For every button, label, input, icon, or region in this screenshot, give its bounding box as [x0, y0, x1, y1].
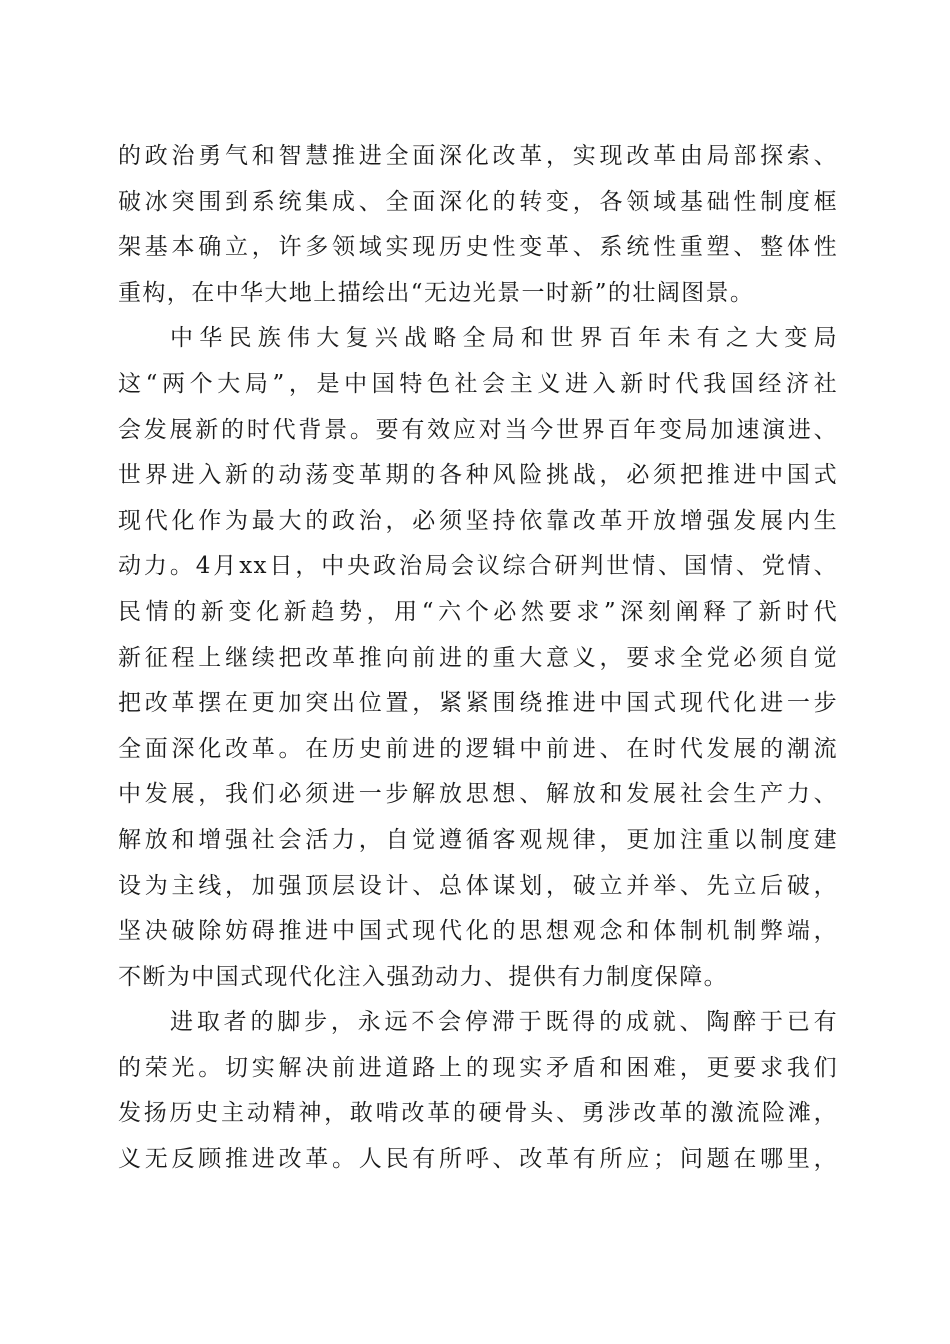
text-line: 架基本确立，许多领域实现历史性变革、系统性重塑、整体性 [118, 234, 838, 261]
text-line: 全面深化改革。在历史前进的逻辑中前进、在时代发展的潮流 [118, 735, 838, 762]
text-line: 义无反顾推进改革。人民有所呼、改革有所应；问题在哪里， [118, 1146, 838, 1173]
document-body [118, 134, 838, 1183]
text-line: 中发展，我们必须进一步解放思想、解放和发展社会生产力、 [118, 781, 838, 808]
text-line: 发扬历史主动精神，敢啃改革的硬骨头、勇涉改革的激流险滩， [118, 1100, 838, 1127]
text-line: 解放和增强社会活力，自觉遵循客观规律，更加注重以制度建 [118, 826, 838, 853]
text-line: 世界进入新的动荡变革期的各种风险挑战，必须把推进中国式 [118, 462, 838, 489]
text-line: 新征程上继续把改革推向前进的重大意义，要求全党必须自觉 [118, 644, 838, 671]
paragraph-1 [118, 134, 838, 316]
paragraph-3 [118, 1000, 838, 1182]
text-line: 会发展新的时代背景。要有效应对当今世界百年变局加速演进、 [118, 416, 838, 443]
text-line: 把改革摆在更加突出位置，紧紧围绕推进中国式现代化进一步 [118, 690, 838, 717]
text-line: 的荣光。切实解决前进道路上的现实矛盾和困难，更要求我们 [118, 1054, 838, 1081]
paragraph-2 [118, 316, 838, 1000]
text-line: 动力。4月xx日，中央政治局会议综合研判世情、国情、党情、 [118, 553, 838, 580]
text-line: 这“两个大局”，是中国特色社会主义进入新时代我国经济社 [118, 370, 838, 397]
text-line: 不断为中国式现代化注入强劲动力、提供有力制度保障。 [118, 963, 728, 990]
text-line: 现代化作为最大的政治，必须坚持依靠改革开放增强发展内生 [118, 507, 838, 534]
text-line: 破冰突围到系统集成、全面深化的转变，各领域基础性制度框 [118, 188, 838, 215]
text-line: 民情的新变化新趋势，用“六个必然要求”深刻阐释了新时代 [118, 598, 838, 625]
text-line: 的政治勇气和智慧推进全面深化改革，实现改革由局部探索、 [118, 143, 838, 169]
text-line: 进取者的脚步，永远不会停滞于既得的成就、陶醉于已有 [170, 1009, 838, 1036]
text-line: 中华民族伟大复兴战略全局和世界百年未有之大变局 [170, 325, 838, 352]
text-line: 设为主线，加强顶层设计、总体谋划，破立并举、先立后破， [118, 872, 838, 899]
text-line: 坚决破除妨碍推进中国式现代化的思想观念和体制机制弊端， [118, 918, 838, 945]
text-line: 重构，在中华大地上描绘出“无边光景一时新”的壮阔图景。 [118, 279, 755, 306]
